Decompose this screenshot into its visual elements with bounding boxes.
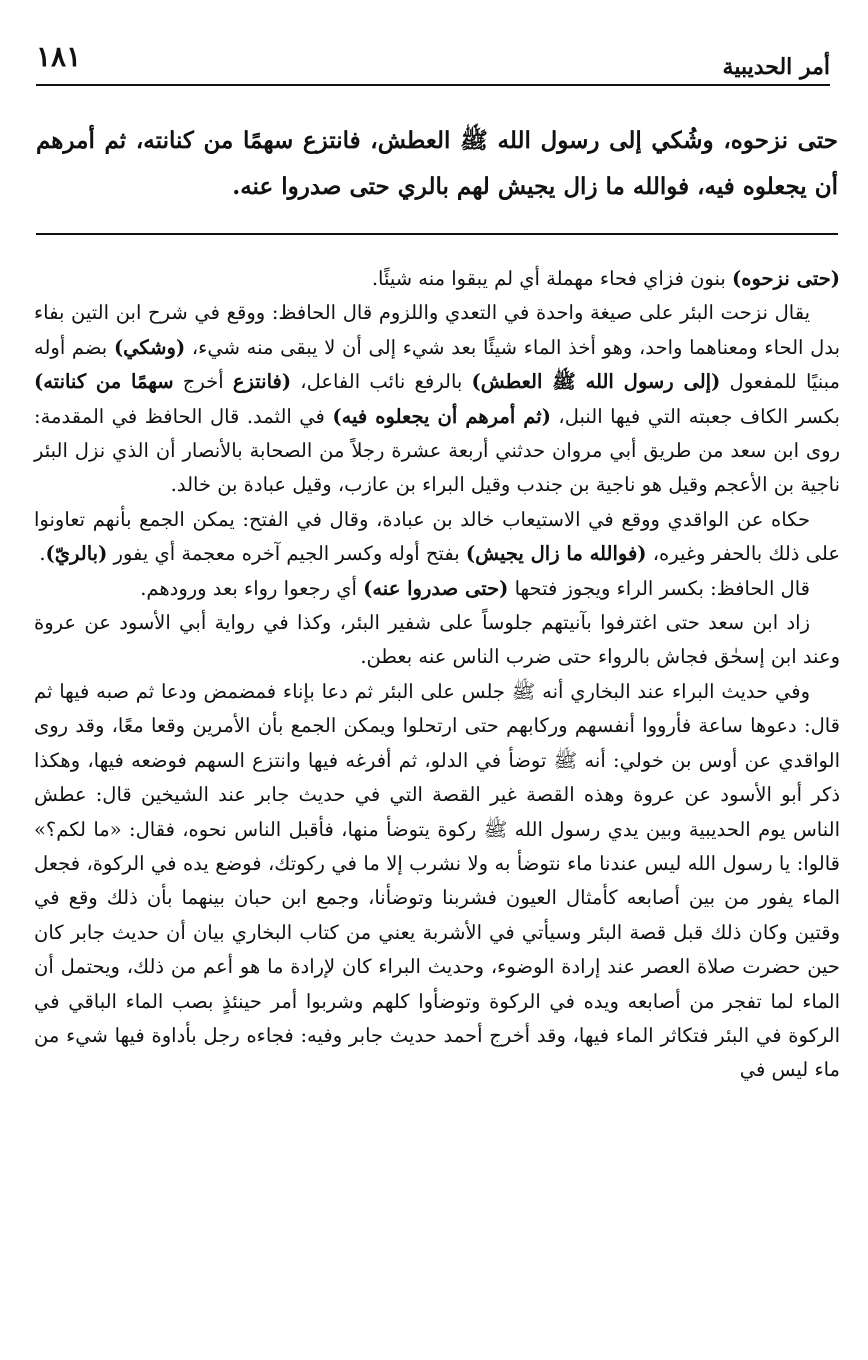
- commentary-text: قال الحافظ: بكسر الراء ويجوز فتحها: [508, 576, 810, 600]
- commentary-text: بكسر الكاف جعبته التي فيها النبل،: [550, 404, 840, 428]
- quoted-phrase: سهمًا من كنانته): [34, 370, 174, 394]
- commentary: [34, 262, 840, 1088]
- quoted-phrase: (حتى نزحوه): [732, 267, 840, 290]
- commentary-text: أخرج: [173, 370, 233, 394]
- commentary-text: بالرفع نائب الفاعل،: [291, 370, 472, 394]
- commentary-text: في الثمد. قال الحافظ في المقدمة: روى ابن سعد من طريق أبي مروان حدثني أربعة عشرة رجلاً من الصحابة بالأنصار أن الذي نزل البئر ناجية بن الأعجم وقيل هو ناجية بن جندب وقيل البراء بن عازب، وقيل عبادة بن خالد.: [34, 404, 840, 497]
- commentary-text: يقال نزحت البئر على صيغة واحدة في التعدي واللزوم قال الحافظ: ووقع في شرح ابن التين بفاء بدل الحاء ومعناهما واحد، وهو أخذ الماء شيئًا بعد شيء إلى أن لا يبقى منه شيء،: [34, 301, 840, 359]
- commentary-text: بضم أوله مبنيًا للمفعول: [34, 335, 841, 394]
- commentary-paragraph-6: وفي حديث البراء عند البخاري أنه ﷺ جلس على البئر ثم دعا بإناء فمضمض ودعا ثم صبه فيها ثم قال: دعوها ساعة فأرووا أنفسهم وركابهم حتى ارتحلوا ويمكن الجمع بأن الأمرين وقعا معًا، وقد روى الواقدي عن أوس بن خولي: أنه ﷺ توضأ في الدلو، ثم أفرغه فيها وانتزع السهم فوضعه فيها، وهكذا ذكر أبو الأسود عن عروة وهذه القصة غير القصة التي في حديث جابر عند الشيخين قال: عطش الناس يوم الحديبية وبين يدي رسول الله ﷺ ركوة يتوضأ منها، فأقبل الناس نحوه، فقال: «ما لكم؟» قالوا: يا رسول الله ليس عندنا ماء نتوضأ به ولا نشرب إلا ما في ركوتك، فوضع يده في الركوة، فجعل الماء يفور من بين أصابعه كأمثال العيون فشربنا وتوضأنا، وجمع ابن حبان بينهما بأن ذلك وقع في وقتين وكان ذلك قبل قصة البئر وسيأتي في الأشربة يعني من كتاب البخاري بيان أن حديث جابر كان حين حضرت صلاة العصر عند إرادة الوضوء، وحديث البراء كان لإرادة ما هو أعم من ذلك، ويحتمل أن الماء لما تفجر من أصابعه ويده في الركوة وتوضأوا كلهم وشربوا أمر حينئذٍ بصب الماء الباقي في الركوة في البئر فتكاثر الماء فيها، وقد أخرج أحمد حديث جابر وفيه: فجاءه رجل بأداوة فيها شيء من ماء ليس في: [34, 679, 840, 1082]
- quoted-phrase: (فانتزع: [232, 370, 292, 394]
- commentary-paragraph-1: [34, 262, 840, 296]
- section-separator: [36, 233, 838, 235]
- quoted-phrase: (بالريّ): [45, 542, 108, 566]
- quoted-phrase: (حتى صدروا عنه): [363, 576, 509, 600]
- quoted-phrase: (فوالله ما زال يجيش): [465, 542, 647, 566]
- commentary-text: حكاه عن الواقدي ووقع في الاستيعاب خالد بن عبادة، وقال في الفتح: يمكن الجمع بأنهم تعاونوا على ذلك بالحفر وغيره،: [34, 507, 840, 566]
- page-number: ١٨١: [36, 40, 82, 73]
- commentary-paragraph-2: [34, 296, 840, 502]
- quoted-phrase: (إلى رسول الله ﷺ العطش): [471, 370, 721, 394]
- running-header: [36, 40, 830, 88]
- commentary-text: بنون فزاي فحاء مهملة أي لم يبقوا منه شيئًا.: [371, 267, 733, 290]
- commentary-paragraph-4: [34, 572, 840, 606]
- commentary-text: أي رجعوا رواء بعد ورودهم.: [140, 576, 364, 600]
- quoted-phrase: (وشكي): [113, 335, 186, 359]
- header-rule: [36, 84, 830, 86]
- hadith-text: حتى نزحوه، وشُكي إلى رسول الله ﷺ العطش، فانتزع سهمًا من كنانته، ثم أمرهم أن يجعلوه فيه، فوالله ما زال يجيش لهم بالري حتى صدروا عنه.: [36, 127, 838, 200]
- quoted-phrase: (ثم أمرهم أن يجعلوه فيه): [332, 404, 551, 428]
- chapter-title: أمر الحديبية: [722, 54, 830, 80]
- commentary-text: بفتح أوله وكسر الجيم آخره معجمة أي يفور: [107, 542, 466, 566]
- commentary-paragraph-5: زاد ابن سعد حتى اغترفوا بآنيتهم جلوساً على شفير البئر، وكذا في رواية أبي الأسود عن عروة وعند ابن إسحٰق فجاش بالرواء حتى ضرب الناس عنه بعطن.: [34, 611, 840, 669]
- commentary-text: .: [39, 542, 46, 566]
- commentary-paragraph-3: [34, 503, 840, 572]
